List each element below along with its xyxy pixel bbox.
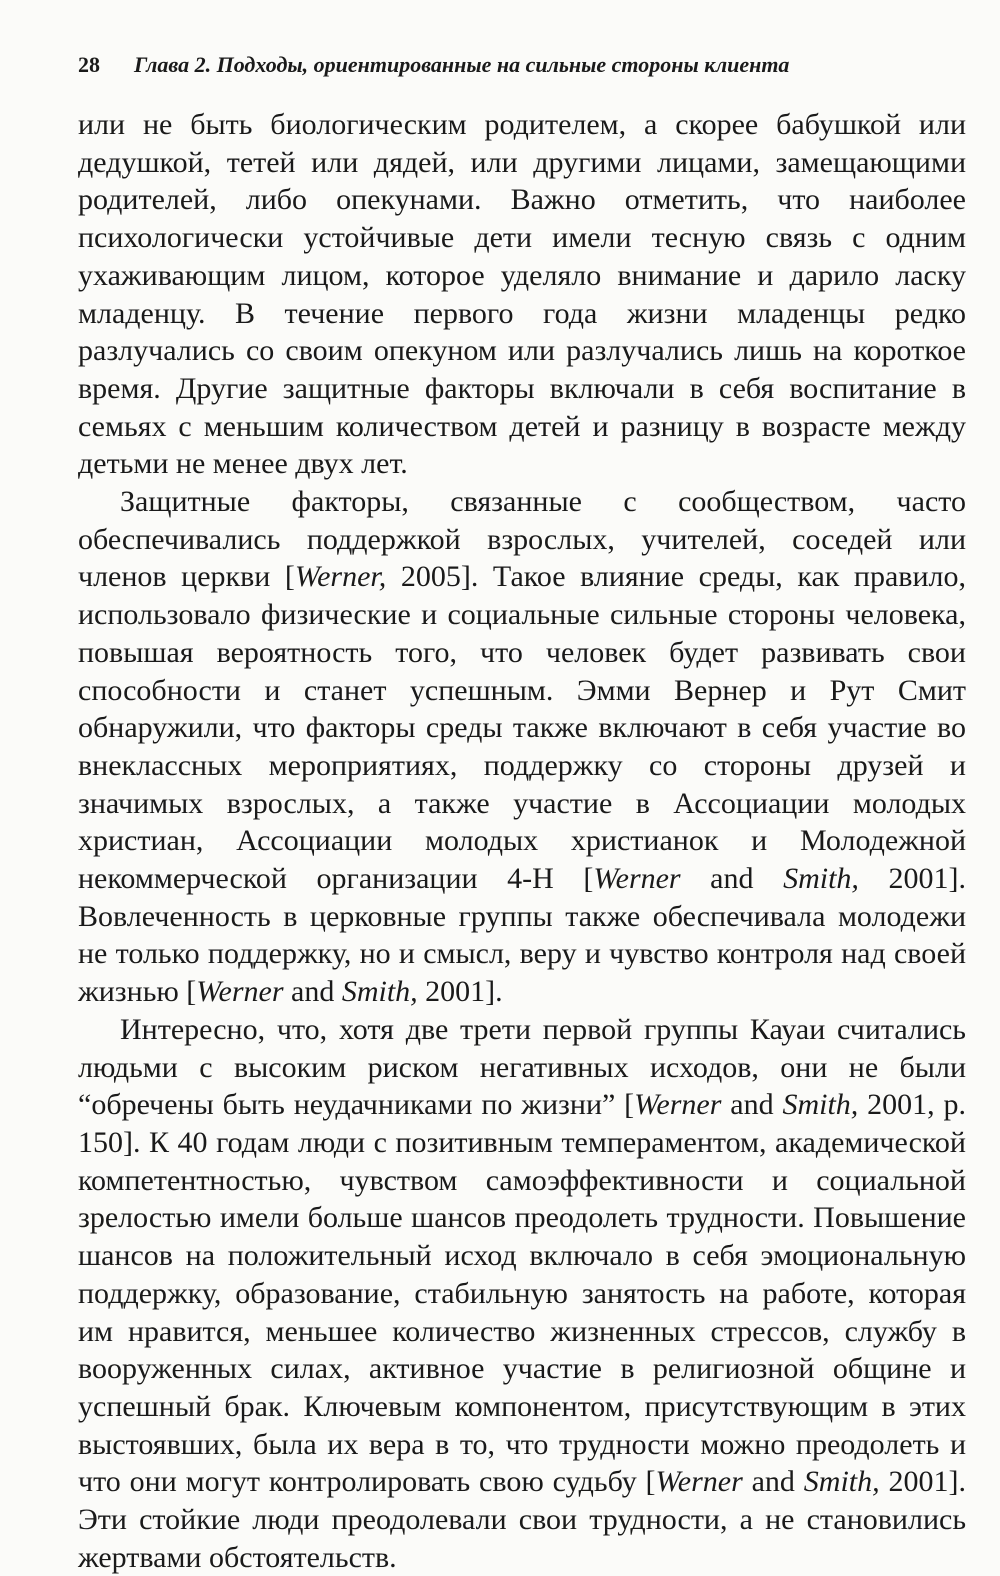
citation-author: Werner (634, 1088, 722, 1122)
chapter-title: Глава 2. Подходы, ориентированные на сильные стороны клиента (134, 52, 790, 77)
citation-author: Smith, (341, 975, 418, 1009)
running-header (78, 52, 940, 78)
text-run: 2001]. Вовлеченность в церковные группы также обеспечивала молодежи не только поддержку, но и смысл, веру и чувство контроля над своей жизнью [ (78, 862, 966, 1009)
text-run: 2001, p. 150]. К 40 годам люди с позитивным темпераментом, академической компетентностью, чувством самоэффективности и социальной зрелостью имели больше шансов преодолеть трудности. Повышение шансов на положительный исход включало в себя эмоциональную поддержку, образование, стабильную занятость на работе, которая им нравится, меньшее количество жизненных стрессов, службу в вооруженных силах, активное участие в религиозной общине и успешный брак. Ключевым компонентом, присутствующим в этих выстоявших, была их вера в то, что трудности можно преодолеть и что они могут контролировать свою судьбу [ (78, 1088, 966, 1499)
paragraph-1: или не быть биологическим родителем, а скорее бабушкой или дедушкой, тетей или дядей, или другими лицами, замещающими родителей, либо опекунами. Важно отметить, что наиболее психологически устойчивые дети имели тесную связь с одним ухаживающим лицом, которое уделяло внимание и дарило ласку младенцу. В течение первого года жизни младенцы редко разлучались со своим опекуном или разлучались лишь на короткое время. Другие защитные факторы включали в себя воспитание в семьях с меньшим количеством детей и разницу в возрасте между детьми не менее двух лет. (78, 108, 966, 481)
citation-author: Smith, (783, 862, 859, 896)
text-run: 2001]. Эти стойкие люди преодолевали свои трудности, а не становились жертвами обстоятельств. (78, 1465, 966, 1574)
text-run: and (742, 1465, 804, 1499)
text-run: and (283, 975, 342, 1009)
body-text (78, 106, 966, 1576)
citation-author: Werner (655, 1465, 743, 1499)
citation-author: Werner, (294, 560, 387, 594)
text-run: Интересно, что, хотя две трети первой группы Кауаи считались людьми с высоким риском негативных исходов, они не были “обречены быть неудачниками по жизни” [ (78, 1012, 966, 1122)
text-run: 2001]. (417, 975, 503, 1009)
text-run: and (680, 862, 784, 896)
paragraph-2 (78, 483, 966, 1011)
citation-author: Smith, (782, 1088, 859, 1122)
citation-author: Werner (593, 862, 681, 896)
text-run: and (721, 1088, 783, 1122)
text-run: 2005]. Такое влияние среды, как правило, использовало физические и социальные сильные стороны человека, повышая вероятность того, что человек будет развивать свои способности и станет успешным. Эмми Вернер и Рут Смит обнаружили, что факторы среды также включают в себя участие во внеклассных мероприятиях, поддержку со стороны друзей и значимых взрослых, а также участие в Ассоциации молодых христиан, Ассоциации молодых христианок и Молодежной некоммерческой организации 4-Н [ (78, 560, 966, 896)
citation-author: Smith, (803, 1465, 880, 1499)
citation-author: Werner (196, 975, 284, 1009)
paragraph-3 (78, 1011, 966, 1576)
text-run: Защитные факторы, связанные с сообществом, часто обеспечивались поддержкой взрослых, учителей, соседей или членов церкви [ (78, 485, 966, 594)
page-number: 28 (78, 52, 100, 77)
